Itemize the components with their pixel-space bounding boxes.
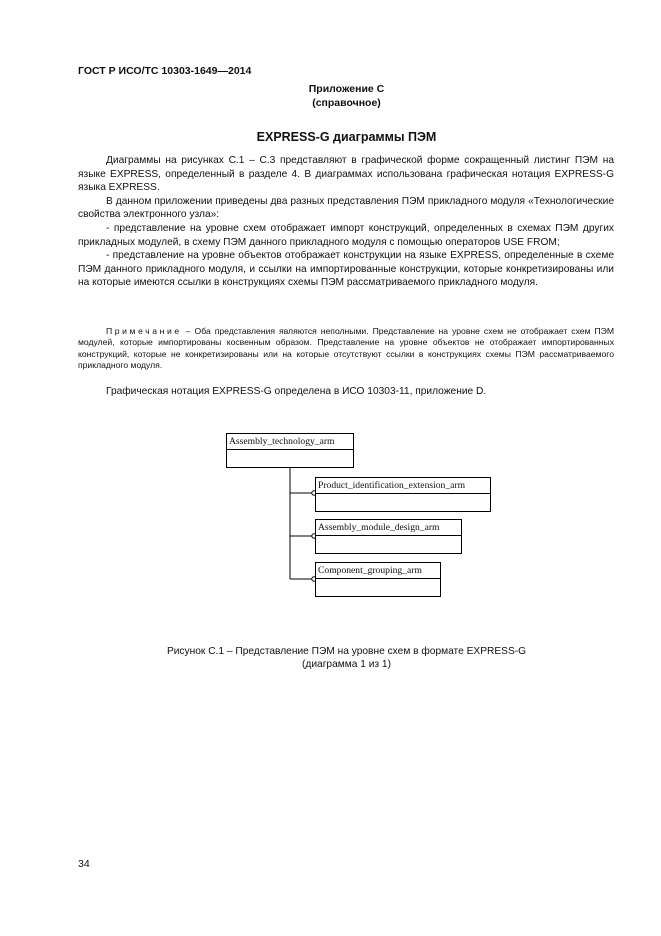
paragraph: В данном приложении приведены два разных представления ПЭМ прикладного модуля «Технологические свойства электронного узла»: — [78, 195, 614, 221]
schema-name: Assembly_technology_arm — [227, 434, 353, 450]
paragraph: Диаграммы на рисунках С.1 – С.3 представляют в графической форме сокращенный листинг ПЭМ на языке EXPRESS, определенный в разделе 4. В диаграммах использована графическая нотация EXPRESS-G языка EXPRESS. — [78, 155, 614, 194]
schema-name: Product_identification_extension_arm — [316, 478, 490, 494]
schema-box-child — [315, 477, 491, 512]
annex-title: Приложение С — [308, 83, 385, 95]
notation-reference: Графическая нотация EXPRESS-G определена в ИСО 10303-11, приложение D. — [106, 386, 487, 397]
document-header: ГОСТ Р ИСО/ТС 10303-1649—2014 — [78, 65, 252, 77]
schema-box-child — [315, 519, 462, 554]
schema-box-child — [315, 562, 441, 597]
annex-subtitle: (справочное) — [312, 97, 381, 109]
schema-name: Component_grouping_arm — [316, 563, 440, 579]
schema-box-root — [226, 433, 354, 468]
paragraph: - представление на уровне схем отображает импорт конструкций, определенных в схемах ПЭМ других прикладных модулей, в схему ПЭМ данного прикладного модуля с помощью операторов USE FROM; — [78, 222, 614, 248]
schema-name: Assembly_module_design_arm — [316, 520, 461, 536]
note-text: – Оба представления являются неполными. Представление на уровне схем не отображает схем ПЭМ модулей, которые импортированы косвенным образом. Представление на уровне объектов не отображает импортированных конструкций, которые не конкретизированы или на которые отсутствуют ссылки в конструкциях схемы ПЭМ рассматриваемого прикладного модуля. — [78, 326, 614, 371]
figure-caption: Рисунок С.1 – Представление ПЭМ на уровне схем в формате EXPRESS-G — [166, 646, 527, 657]
section-heading: EXPRESS-G диаграммы ПЭМ — [256, 130, 437, 144]
note-label: Примечание — [106, 326, 182, 336]
page-number: 34 — [78, 858, 90, 870]
paragraph: - представление на уровне объектов отображает конструкции на языке EXPRESS, определенные в схеме ПЭМ данного прикладного модуля, и ссылки на импортированные конструкции, которые конкретизированы или на которые имеются ссылки в конструкциях схемы ПЭМ рассматриваемого прикладного модуля. — [78, 250, 614, 289]
figure-caption-sub: (диаграмма 1 из 1) — [302, 659, 391, 670]
